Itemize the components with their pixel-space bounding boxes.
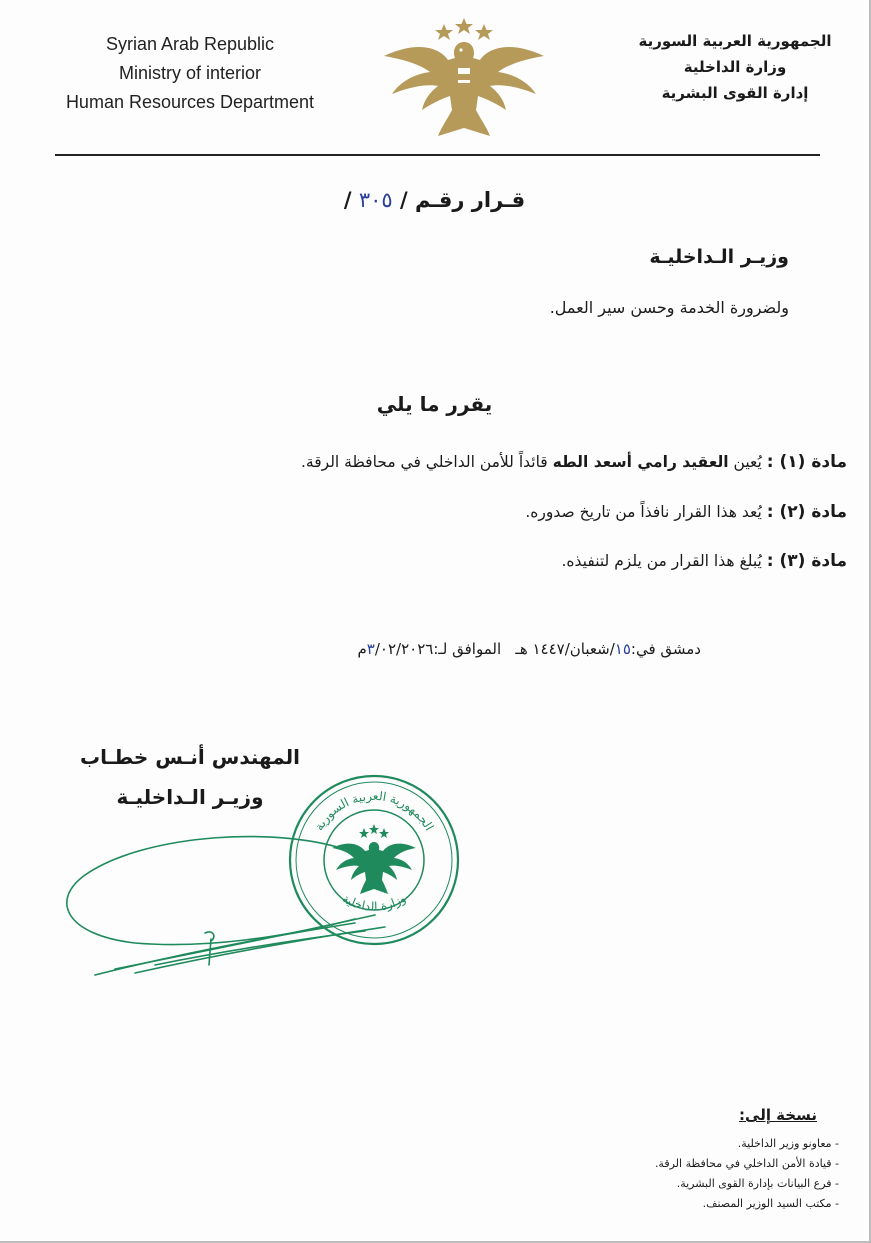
stamp-eagle-icon xyxy=(332,824,416,894)
stamp-bottom-text: وزارة الداخلية xyxy=(339,891,409,914)
copies-heading: نسخة إلى: xyxy=(739,1106,817,1124)
date-place: دمشق في: xyxy=(630,640,701,658)
greg-day-handwritten: ٣ xyxy=(366,640,375,658)
preamble: ولضرورة الخدمة وحسن سير العمل. xyxy=(549,298,789,317)
signatory-title: وزيـر الـداخليـة xyxy=(116,785,264,809)
stamp-top-text: الجمهورية العربية السورية xyxy=(311,788,437,834)
issuer-title: وزيـر الـداخليـة xyxy=(649,246,789,268)
ar-country: الجمهورية العربية السورية xyxy=(638,32,832,50)
article-label: مادة (٢) : xyxy=(766,502,847,522)
decree-suffix: / xyxy=(343,188,352,212)
decides-heading: يقرر ما يلي xyxy=(376,392,493,416)
article-3 xyxy=(562,551,848,571)
ar-department: إدارة القوى البشرية xyxy=(661,84,809,102)
article-text: قائداً للأمن الداخلي في محافظة الرقة. xyxy=(301,453,548,471)
copies-list xyxy=(655,1134,839,1214)
corresponding-label: الموافق لـ: xyxy=(433,640,502,658)
en-department: Human Resources Department xyxy=(65,92,315,112)
en-country: Syrian Arab Republic xyxy=(105,34,275,54)
article-2 xyxy=(525,502,847,522)
list-item: - قيادة الأمن الداخلي في محافظة الرقة. xyxy=(654,1157,839,1170)
gregorian-date: /٠٢/٢٠٢٦م xyxy=(357,640,434,658)
english-letterhead xyxy=(30,30,350,117)
list-item: - مكتب السيد الوزير المصنف. xyxy=(702,1197,839,1210)
issue-date xyxy=(358,640,702,658)
header-divider xyxy=(55,154,820,156)
decree-number xyxy=(150,188,719,212)
article-label: مادة (٣) : xyxy=(766,551,847,571)
arabic-letterhead xyxy=(615,28,855,106)
article-label: مادة (١) : xyxy=(766,452,847,472)
list-item: - فرع البيانات بإدارة القوى البشرية. xyxy=(676,1177,839,1190)
ar-ministry: وزارة الداخلية xyxy=(683,58,787,76)
list-item: - معاونو وزير الداخلية. xyxy=(737,1137,839,1150)
appointee-name: العقيد رامي أسعد الطه xyxy=(552,453,729,471)
article-text: يُبلغ هذا القرار من يلزم لتنفيذه. xyxy=(561,552,762,570)
eagle-emblem-icon xyxy=(378,10,550,142)
signatory-name: المهندس أنـس خطـاب xyxy=(79,745,301,769)
decree-number-handwritten: ٣٠٥ xyxy=(358,188,393,212)
en-ministry: Ministry of interior xyxy=(118,63,262,83)
official-stamp xyxy=(284,770,464,950)
decree-prefix: قـرار رقـم / xyxy=(400,188,526,212)
hijri-date: /شعبان/١٤٤٧ هـ xyxy=(515,640,615,658)
article-text: يُعد هذا القرار نافذاً من تاريخ صدوره. xyxy=(525,503,762,521)
article-text: يُعين xyxy=(733,453,762,471)
hijri-day-handwritten: ١٥ xyxy=(614,640,631,658)
article-1 xyxy=(301,452,847,472)
